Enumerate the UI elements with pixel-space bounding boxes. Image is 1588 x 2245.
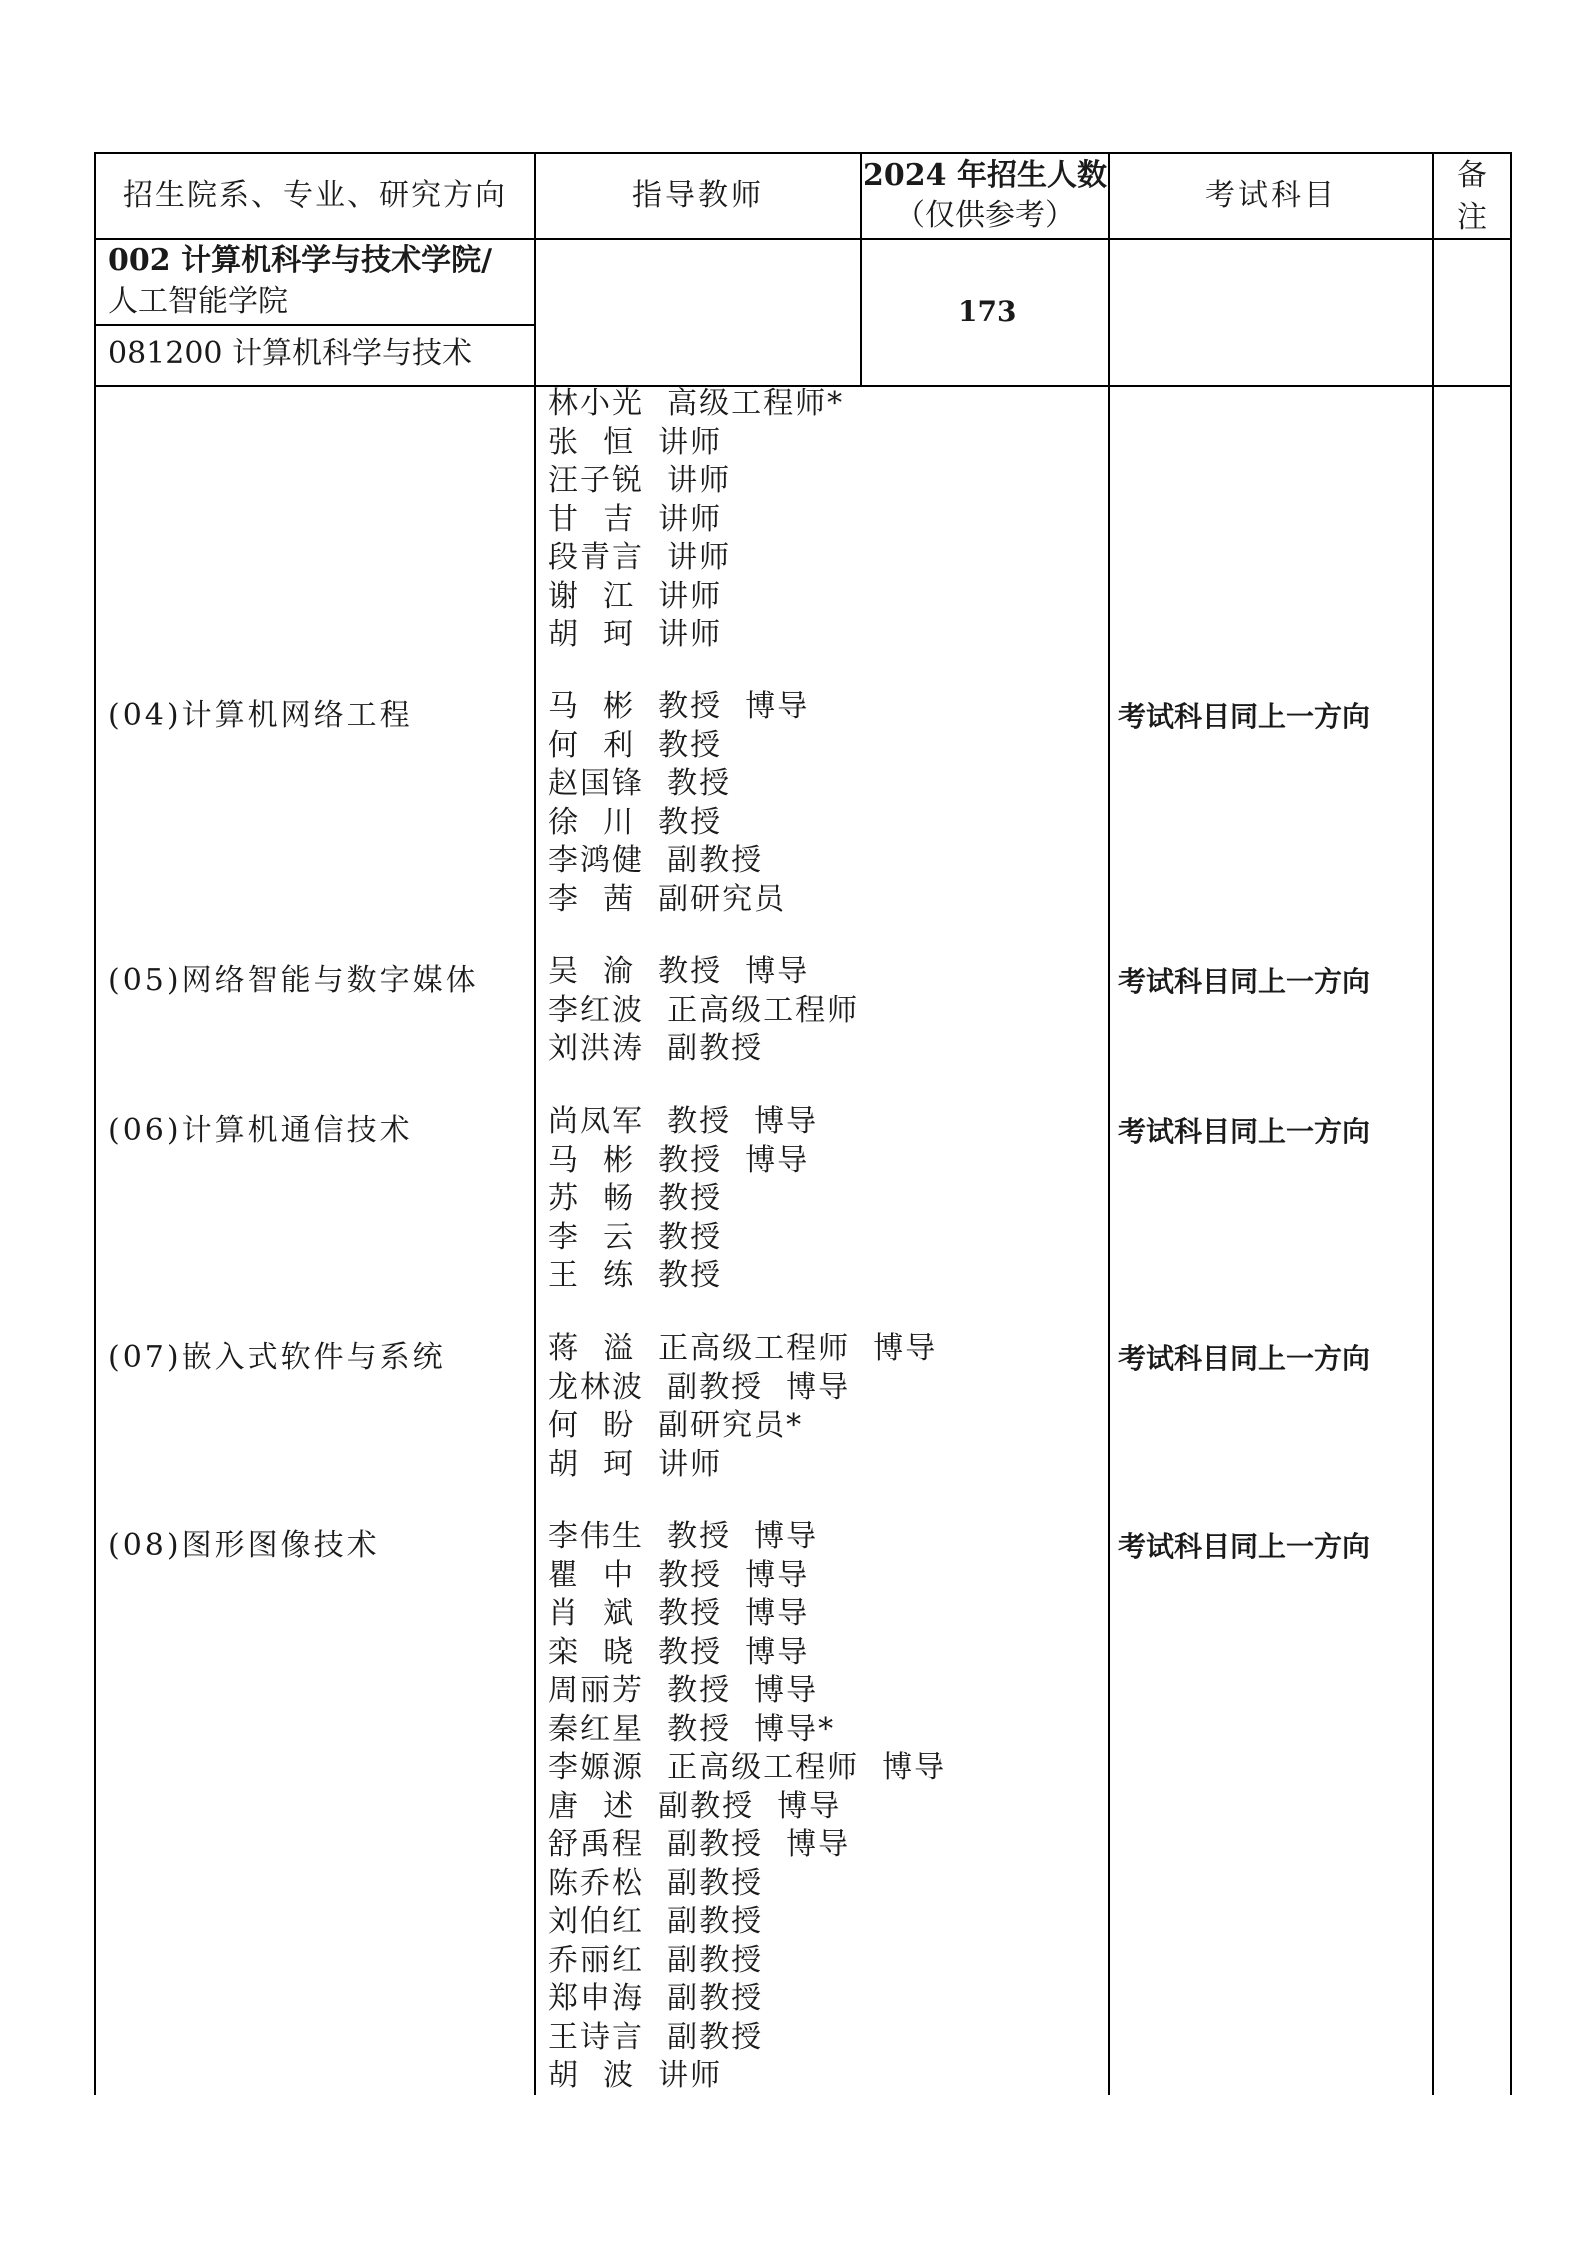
teacher-entry: 吴 渝 教授 博导: [548, 954, 810, 989]
teacher-entry: 李 云 教授: [548, 1219, 723, 1255]
teacher-entry: 王 练 教授: [548, 1258, 723, 1293]
teacher-entry: 刘洪涛 副教授: [548, 1031, 764, 1066]
direction-07-teachers: [548, 1330, 937, 1484]
direction-06-name: (06)计算机通信技术: [108, 1113, 413, 1148]
direction-04-teachers: [548, 688, 809, 919]
major-name: 081200 计算机科学与技术: [108, 336, 473, 371]
dept-major-divider: [94, 324, 536, 326]
teacher-entry: 何 利 教授: [548, 727, 723, 763]
direction-06-teachers: [548, 1103, 818, 1296]
teacher-entry: 蒋 溢 正高级工程师 博导: [548, 1331, 938, 1366]
teacher-entry: 龙林波 副教授 博导: [548, 1369, 851, 1405]
teacher-entry: 张 恒 讲师: [548, 424, 723, 460]
teacher-entry: 陈乔松 副教授: [548, 1865, 764, 1901]
teacher-entry: 段青言 讲师: [548, 540, 732, 575]
teacher-list-continued: [548, 385, 844, 655]
teacher-entry: 胡 珂 讲师: [548, 617, 723, 652]
teacher-entry: 王诗言 副教授: [548, 2019, 764, 2055]
teacher-entry: 周丽芳 教授 博导: [548, 1673, 819, 1708]
teacher-entry: 徐 川 教授: [548, 804, 723, 840]
teacher-entry: 舒禹程 副教授 博导: [548, 1827, 851, 1862]
header-supervisor: 指导教师: [632, 178, 764, 213]
teacher-entry: 李伟生 教授 博导: [548, 1519, 819, 1554]
teacher-entry: 胡 珂 讲师: [548, 1446, 723, 1482]
direction-04-exam: 考试科目同上一方向: [1118, 700, 1371, 733]
direction-08-teachers: [548, 1518, 946, 2096]
teacher-entry: 李嫄源 正高级工程师 博导: [548, 1750, 947, 1785]
teacher-entry: 甘 吉 讲师: [548, 501, 723, 537]
table-top-border: [94, 152, 1512, 154]
teacher-entry: 乔丽红 副教授: [548, 1942, 764, 1978]
table-left-border: [94, 152, 96, 2095]
col-divider-4: [1432, 152, 1434, 2095]
direction-07-name: (07)嵌入式软件与系统: [108, 1340, 446, 1375]
direction-07-exam: 考试科目同上一方向: [1118, 1342, 1371, 1375]
col-divider-1: [534, 152, 536, 2095]
teacher-entry: 唐 述 副教授 博导: [548, 1788, 842, 1824]
teacher-entry: 秦红星 教授 博导*: [548, 1711, 836, 1747]
header-department-direction: 招生院系、专业、研究方向: [123, 178, 507, 213]
direction-04-name: (04)计算机网络工程: [108, 698, 413, 733]
teacher-entry: 刘伯红 副教授: [548, 1904, 764, 1939]
teacher-entry: 苏 畅 教授: [548, 1181, 723, 1216]
enrollment-count: 173: [958, 295, 1017, 328]
department-name-line1: 002 计算机科学与技术学院/: [108, 243, 493, 278]
teacher-entry: 何 盼 副研究员*: [548, 1408, 804, 1443]
header-enrollment-2024: 2024 年招生人数: [863, 158, 1107, 193]
teacher-entry: 郑申海 副教授: [548, 1981, 764, 2016]
direction-05-teachers: [548, 953, 859, 1069]
header-enrollment-note: （仅供参考）: [895, 198, 1075, 233]
teacher-entry: 林小光 高级工程师*: [548, 386, 845, 421]
direction-08-name: (08)图形图像技术: [108, 1528, 380, 1563]
teacher-entry: 胡 波 讲师: [548, 2058, 723, 2093]
teacher-entry: 马 彬 教授 博导: [548, 689, 810, 724]
header-remarks-line1: 备: [1457, 158, 1487, 193]
teacher-entry: 肖 斌 教授 博导: [548, 1596, 810, 1631]
direction-06-exam: 考试科目同上一方向: [1118, 1115, 1371, 1148]
col-divider-3: [1108, 152, 1110, 2095]
teacher-entry: 赵国锋 教授: [548, 766, 732, 801]
teacher-entry: 栾 晓 教授 博导: [548, 1634, 810, 1670]
teacher-entry: 谢 江 讲师: [548, 578, 723, 614]
department-name-line2: 人工智能学院: [108, 284, 288, 319]
header-exam-subjects: 考试科目: [1205, 178, 1337, 213]
direction-05-exam: 考试科目同上一方向: [1118, 965, 1371, 998]
teacher-entry: 汪子锐 讲师: [548, 463, 732, 498]
direction-05-name: (05)网络智能与数字媒体: [108, 963, 479, 998]
header-remarks-line2: 注: [1457, 200, 1487, 235]
teacher-entry: 李 茜 副研究员: [548, 881, 787, 917]
teacher-entry: 尚凤军 教授 博导: [548, 1104, 819, 1139]
teacher-entry: 李红波 正高级工程师: [548, 992, 860, 1028]
table-right-border: [1510, 152, 1512, 2095]
teacher-entry: 马 彬 教授 博导: [548, 1142, 810, 1178]
teacher-entry: 瞿 中 教授 博导: [548, 1557, 810, 1593]
direction-08-exam: 考试科目同上一方向: [1118, 1530, 1371, 1563]
teacher-entry: 李鸿健 副教授: [548, 843, 764, 878]
